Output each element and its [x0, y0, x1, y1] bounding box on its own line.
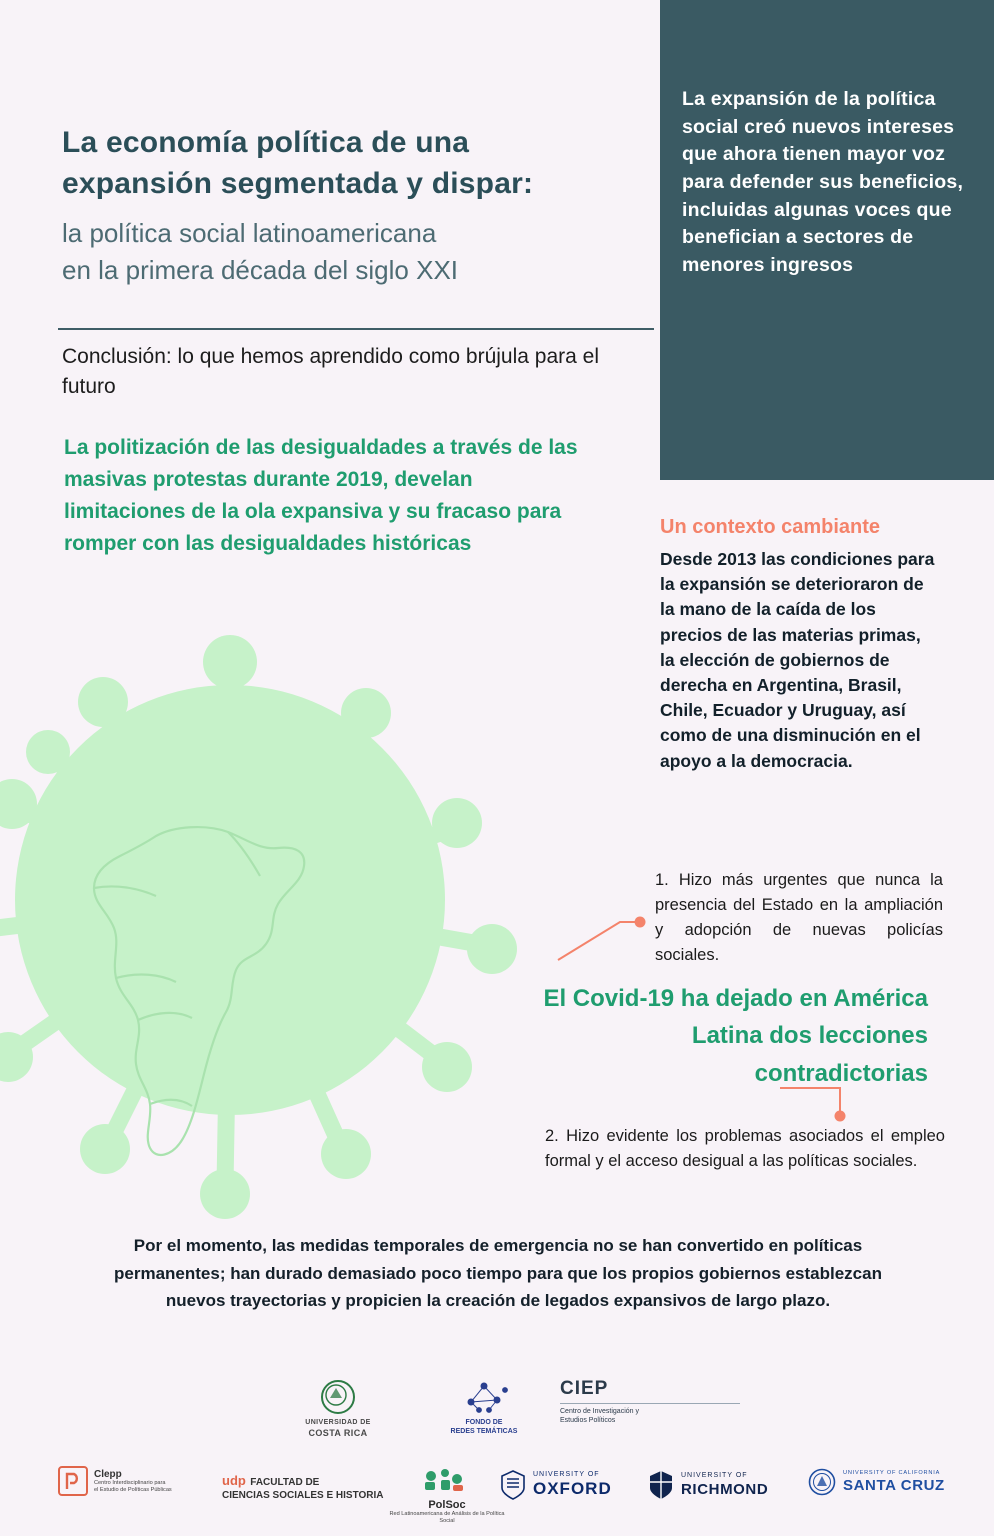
udp-line2: FACULTAD DE	[250, 1477, 320, 1488]
ucr-seal-icon	[321, 1380, 355, 1414]
ucsc-line1: UNIVERSITY OF CALIFORNIA	[843, 1470, 941, 1477]
title-main-line2: expansión segmentada y dispar:	[62, 167, 534, 201]
logo-uc-santa-cruz	[808, 1468, 976, 1496]
ciep-line2: Centro de Investigación y	[560, 1408, 639, 1415]
network-nodes-icon	[449, 1380, 519, 1414]
coronavirus-map-illustration	[0, 600, 520, 1230]
covid-heading: El Covid-19 ha dejado en América Latina dos lecciones contradictorias	[543, 985, 928, 1087]
logo-universidad-costa-rica	[268, 1380, 408, 1439]
context-section	[660, 516, 940, 774]
logo-clepp	[58, 1466, 228, 1496]
covid-lesson-2: 2. Hizo evidente los problemas asociados el empleo formal y el acceso desigual a las políticas sociales.	[545, 1127, 945, 1171]
quote-panel-text: La expansión de la política social creó nuevos intereses que ahora tienen mayor voz para defender sus beneficios, incluidas algunas voces que benefician a sectores de menores ingresos	[682, 88, 964, 277]
covid-lesson-1: 1. Hizo más urgentes que nunca la presencia del Estado en la ampliación y adopción de nuevas policías sociales.	[655, 871, 943, 965]
politicization-text: La politización de las desigualdades a través de las masivas protestas durante 2019, develan limitaciones de la ola expansiva y su fracaso para romper con las desigualdades históricas	[64, 436, 578, 555]
title-divider	[58, 328, 654, 330]
logo-richmond	[648, 1470, 813, 1500]
ciep-line3: Estudios Políticos	[560, 1416, 616, 1424]
udp-line1: udp	[222, 1473, 246, 1488]
logo-strip	[0, 1372, 994, 1536]
oxford-line2: OXFORD	[533, 1479, 612, 1499]
bottom-note: Por el momento, las medidas temporales de emergencia no se han convertido en políticas permanentes; han durado demasiado poco tiempo para que los propios gobiernos establezcan nuevos trayectorias y propicien la creación de legados expansivos de largo plazo.	[114, 1236, 882, 1311]
title-sub-line2: en la primera década del siglo XXI	[62, 254, 459, 285]
ucr-line1: UNIVERSIDAD DE	[305, 1419, 371, 1426]
quote-panel	[660, 0, 994, 480]
polsoc-line2: Red Latinoamericana de Análisis de la Política Social	[389, 1511, 505, 1524]
context-heading: Un contexto cambiante	[660, 516, 881, 538]
logo-fondo-redes-tematicas	[414, 1380, 554, 1437]
context-body: Desde 2013 las condiciones para la expansión se deterioraron de la mano de la caída de los precios de las materias primas, la elección de gobiernos de derecha en Argentina, Brasil, Chile, Ecuador y Uruguay, así como de una disminución en el apoyo a la democracia.	[660, 549, 935, 771]
polsoc-line1: PolSoc	[428, 1499, 466, 1511]
clepp-mark-icon	[58, 1466, 88, 1496]
logo-oxford	[500, 1470, 650, 1500]
title-sub-line1: la política social latinoamericana	[62, 217, 437, 248]
clepp-line1: Clepp	[94, 1468, 122, 1480]
polsoc-mark-icon	[419, 1468, 475, 1494]
richmond-crest-icon	[648, 1470, 674, 1500]
ciep-line1: CIEP	[560, 1378, 609, 1399]
oxford-line1: UNIVERSITY OF	[533, 1470, 600, 1478]
ciep-divider	[560, 1403, 740, 1404]
ucsc-line2: SANTA CRUZ	[843, 1476, 945, 1494]
conclusion-text: Conclusión: lo que hemos aprendido como brújula para el futuro	[62, 345, 599, 398]
title-main-line1: La economía política de una	[62, 126, 470, 159]
clepp-line2: Centro Interdisciplinario para	[94, 1479, 166, 1486]
udp-line3: CIENCIAS SOCIALES E HISTORIA	[222, 1490, 384, 1501]
richmond-line1: UNIVERSITY OF	[681, 1472, 748, 1480]
ucr-line2: COSTA RICA	[308, 1427, 368, 1438]
logo-ciep	[560, 1378, 740, 1426]
page-title	[62, 122, 652, 289]
clepp-line3: el Estudio de Políticas Públicas	[94, 1486, 172, 1493]
logo-polsoc	[382, 1468, 512, 1524]
fondo-line1: FONDO DE	[465, 1419, 503, 1426]
oxford-crest-icon	[500, 1470, 526, 1500]
fondo-line2: REDES TEMÁTICAS	[450, 1427, 518, 1435]
richmond-line2: RICHMOND	[681, 1480, 769, 1498]
logo-udp	[222, 1472, 402, 1501]
ucsc-seal-icon	[808, 1468, 836, 1496]
title-subtitle	[62, 215, 652, 289]
title-main	[62, 122, 652, 205]
